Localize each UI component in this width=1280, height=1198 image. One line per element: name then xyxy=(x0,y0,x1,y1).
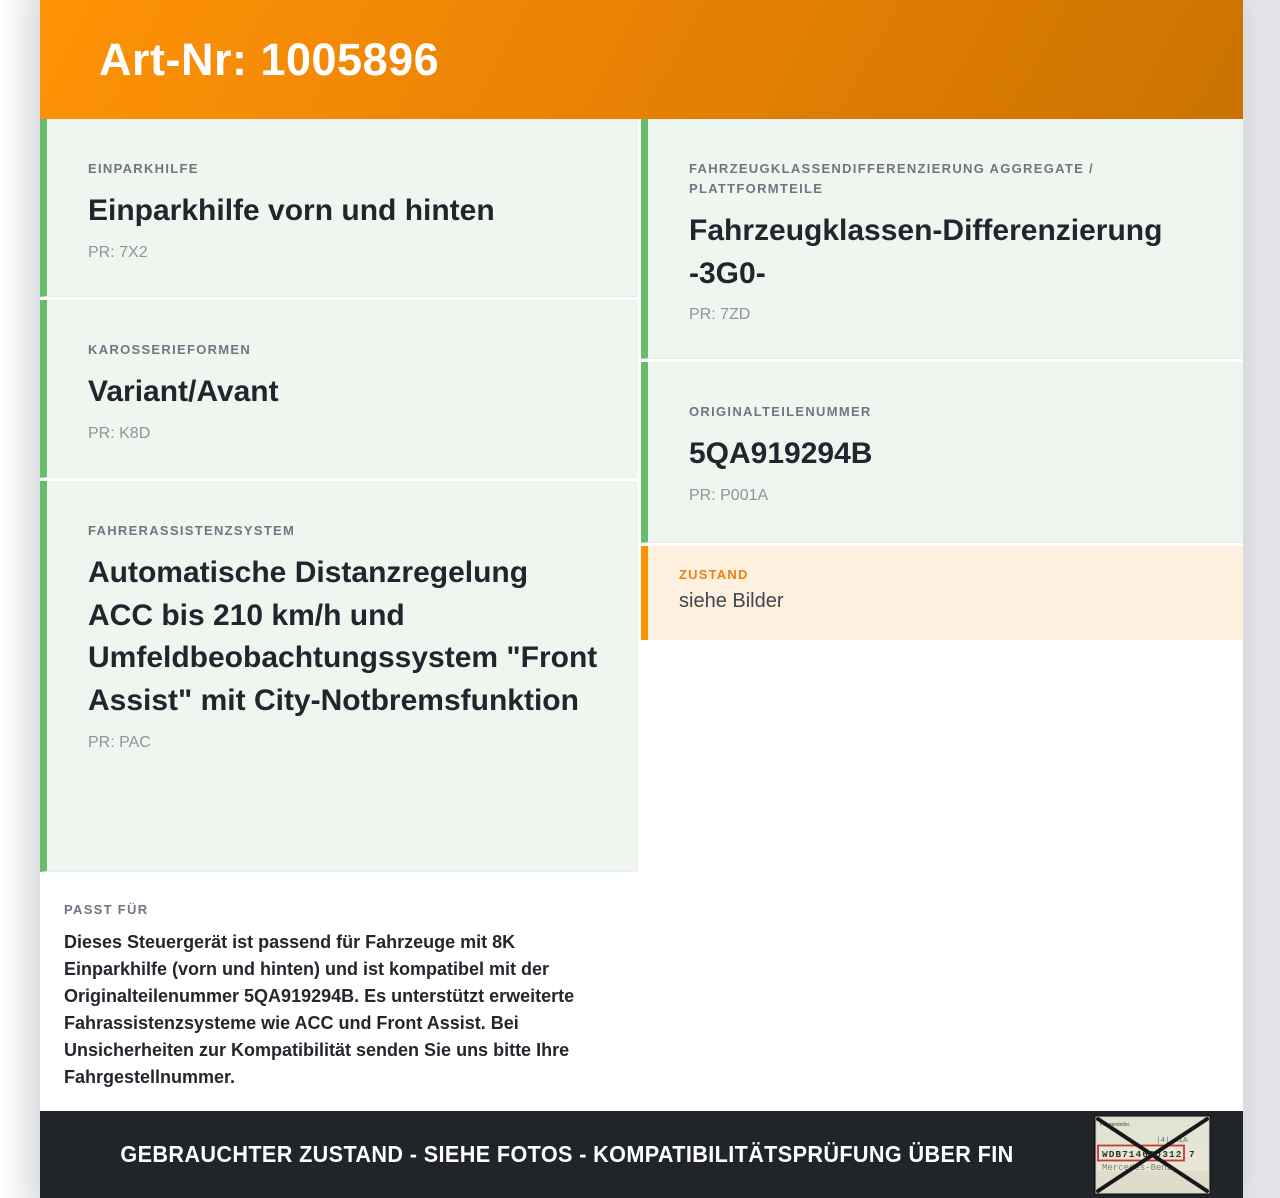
card-title: Variant/Avant xyxy=(88,375,279,409)
zustand-value: siehe Bilder xyxy=(679,590,784,612)
pr-code: PR: 7ZD xyxy=(689,306,751,324)
doc-vin-extra: 7 xyxy=(1189,1148,1195,1160)
right-column xyxy=(641,119,1243,1111)
card-passt-fuer xyxy=(40,875,638,1111)
card-zustand xyxy=(641,546,1243,640)
card-karosserieformen xyxy=(40,300,638,478)
doc-top-right-text: |4| AIA xyxy=(1156,1136,1188,1145)
card-title: Einparkhilfe vorn und hinten xyxy=(88,194,495,228)
spec-grid xyxy=(40,119,1243,1111)
doc-vin-text: WDB71463J312 xyxy=(1102,1148,1183,1160)
condition-banner-text: GEBRAUCHTER ZUSTAND - SIEHE FOTOS - KOMPATIBILITÄTSPRÜFUNG ÜBER FIN xyxy=(120,1141,1014,1167)
pr-code: PR: 7X2 xyxy=(88,243,148,261)
pr-code: PR: K8D xyxy=(88,424,151,442)
part-number: 5QA919294B xyxy=(689,437,873,471)
left-column xyxy=(40,119,638,1111)
pr-code: PR: PAC xyxy=(88,733,151,751)
footer-banner xyxy=(40,1111,1243,1198)
card-fahrzeugklassendifferenzierung xyxy=(641,119,1243,359)
card-label: KAROSSERIEFORMEN xyxy=(88,342,252,357)
page-header xyxy=(40,0,1243,119)
card-einparkhilfe xyxy=(40,119,638,297)
listing-page xyxy=(40,0,1243,1198)
crossed-out-registration-document-image xyxy=(1094,1115,1211,1195)
card-label: ORIGINALTEILENUMMER xyxy=(689,404,872,419)
pr-code: PR: P001A xyxy=(689,486,769,504)
doc-brand-text: Mercedes-Benz xyxy=(1102,1162,1173,1173)
card-fahrerassistenzsystem xyxy=(40,481,638,872)
card-label: PASST FÜR xyxy=(64,902,149,917)
card-originalteilenummer xyxy=(641,362,1243,543)
right-column-spacer xyxy=(641,643,1243,1111)
card-title: Automatische Distanzregelung ACC bis 210 km/h und Umfeldbeobachtungssystem "Front Assist" mit City-Notbremsfunktion xyxy=(88,556,598,717)
doc-corner-label: Fahrgestellnr. xyxy=(1100,1121,1131,1128)
zustand-label: ZUSTAND xyxy=(679,567,749,582)
card-label: EINPARKHILFE xyxy=(88,161,199,176)
article-number-title: Art-Nr: 1005896 xyxy=(99,33,440,85)
card-label: FAHRERASSISTENZSYSTEM xyxy=(88,523,296,538)
card-label: FAHRZEUGKLASSENDIFFERENZIERUNG AGGREGATE / PLATTFORMTEILE xyxy=(689,161,1094,197)
card-title: Fahrzeugklassen-Differenzierung -3G0- xyxy=(689,214,1163,290)
compatibility-text: Dieses Steuergerät ist passend für Fahrzeuge mit 8K Einparkhilfe (vorn und hinten) und ist kompatibel mit der Originalteilenummer 5QA919294B. Es unterstützt erweiterte Fahrassistenzsysteme wie ACC und Front Assist. Bei Unsicherheiten zur Kompatibilität senden Sie uns bitte Ihre Fahrgestellnummer. xyxy=(64,932,575,1087)
